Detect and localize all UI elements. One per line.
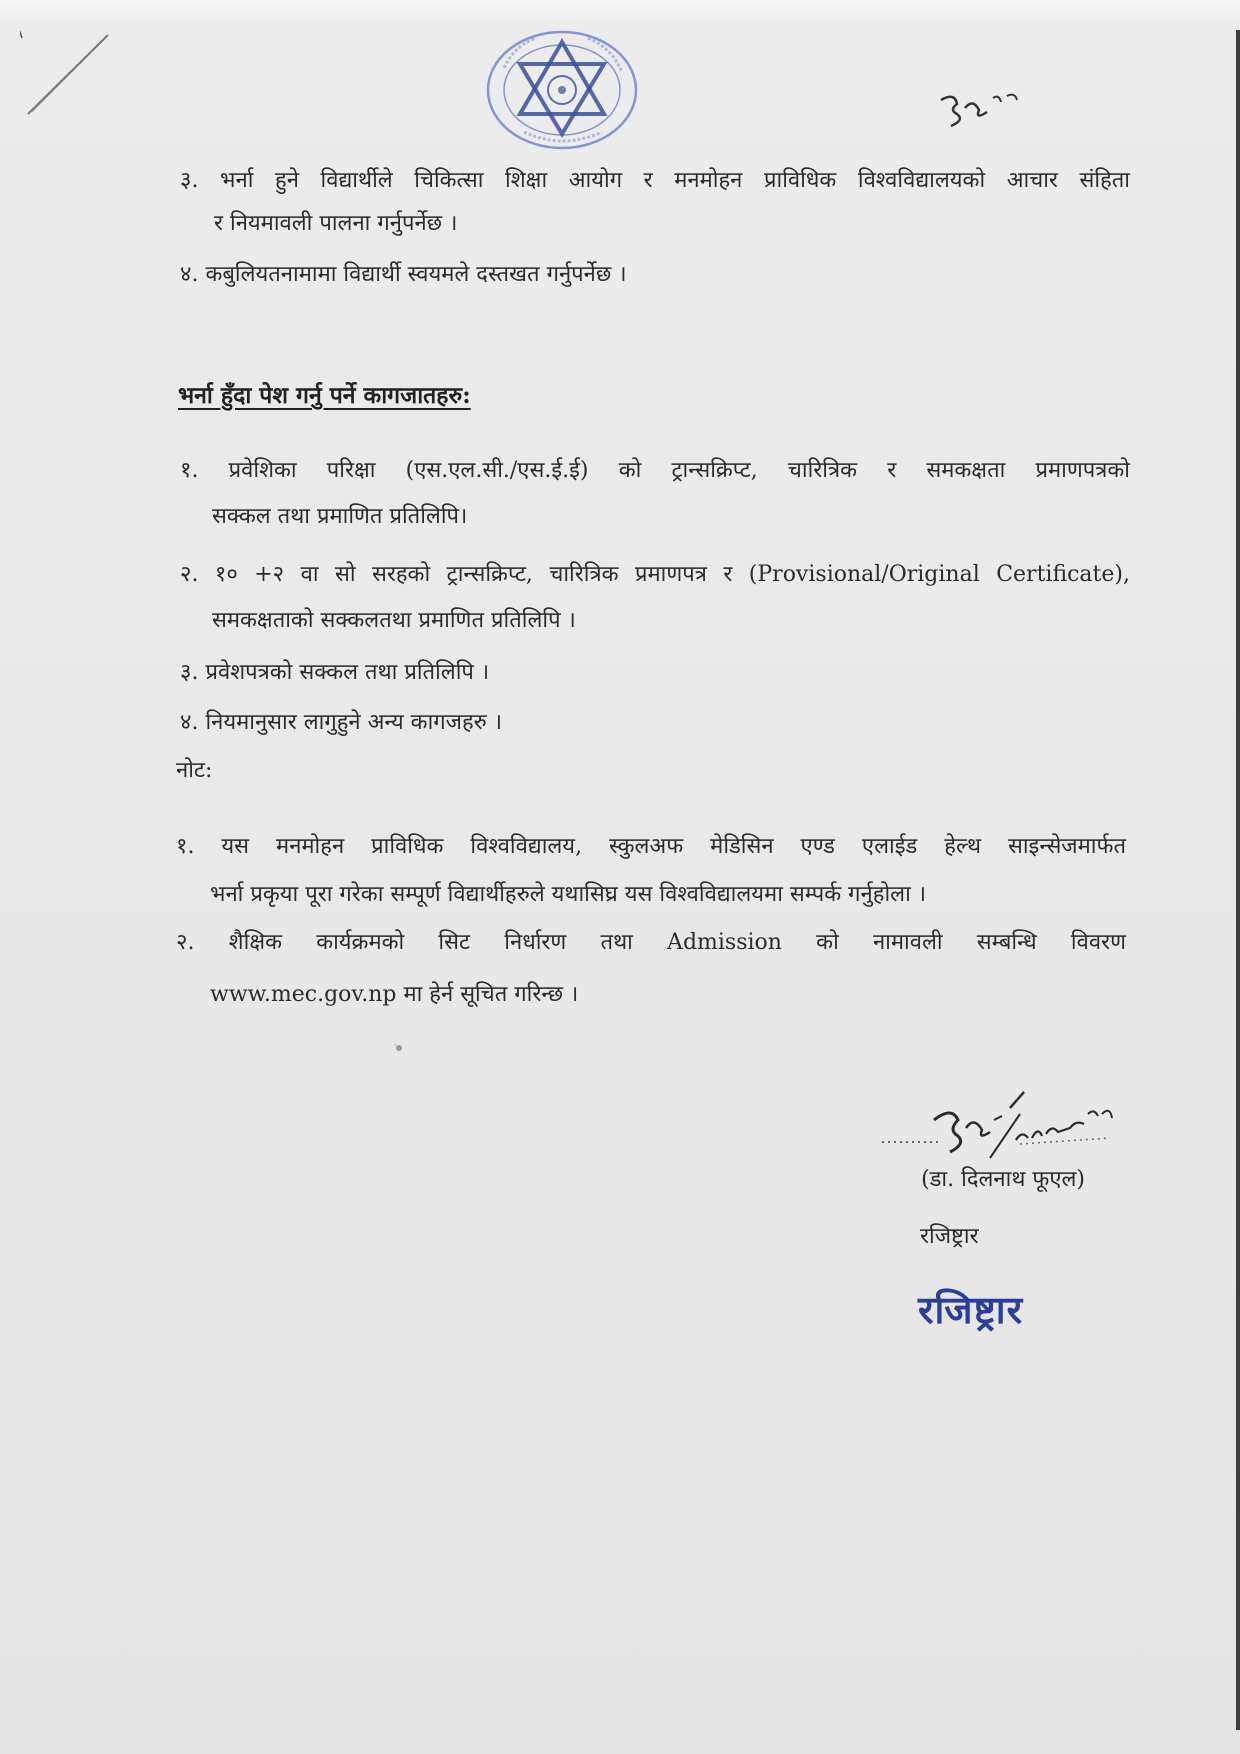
item-text: भर्ना हुने विद्यार्थीले चिकित्सा शिक्षा आयोग र मनमोहन प्राविधिक विश्वविद्यालयको आचार संहिता: [220, 168, 1130, 193]
registrar-stamp: रजिष्ट्रार: [918, 1287, 1024, 1332]
notes-label: नोट:: [176, 758, 213, 783]
doc-item-2-line-1: [180, 560, 1130, 590]
scan-speck-icon: [392, 1042, 406, 1052]
corner-pen-mark-icon: [20, 30, 120, 120]
item-number: ४.: [180, 710, 199, 735]
item-number: ३.: [180, 660, 199, 685]
doc-item-2-line-2: समकक्षताको सक्कलतथा प्रमाणित प्रतिलिपि ।: [212, 608, 576, 633]
doc-item-1-line-2: सक्कल तथा प्रमाणित प्रतिलिपि।: [212, 504, 468, 529]
item-text: १० +२ वा सो सरहको ट्रान्सक्रिप्ट, चारित्रिक प्रमाणपत्र र (Provisional/Original Certificate),: [214, 562, 1130, 587]
signatory-title: रजिष्ट्रार: [920, 1224, 979, 1249]
documents-heading: भर्ना हुँदा पेश गर्नु पर्ने कागजातहरु:: [178, 382, 471, 409]
item-text: शैक्षिक कार्यक्रमको सिट निर्धारण तथा Admission को नामावली सम्बन्धि विवरण: [228, 930, 1126, 955]
doc-item-1-line-1: [180, 456, 1130, 486]
note-item-2-line-1: [176, 928, 1126, 958]
signatory-name: (डा. दिलनाथ फूएल): [921, 1167, 1085, 1192]
doc-item-3: [180, 658, 489, 688]
scan-top-band: [0, 0, 1240, 26]
handwritten-initial-icon: [935, 86, 1035, 136]
handwritten-signature-icon: [870, 1080, 1120, 1160]
doc-item-4: [180, 708, 502, 738]
item-number: १.: [180, 458, 199, 483]
scan-edge: [1236, 30, 1240, 1730]
item-number: ४.: [180, 262, 199, 287]
item-number: २.: [176, 930, 195, 955]
item-text: कबुलियतनामामा विद्यार्थी स्वयमले दस्तखत गर्नुपर्नेछ ।: [205, 262, 627, 287]
item-text: यस मनमोहन प्राविधिक विश्वविद्यालय, स्कुलअफ मेडिसिन एण्ड एलाईड हेल्थ साइन्सेजमार्फत: [221, 834, 1126, 859]
top-item-4: [180, 260, 627, 290]
university-seal-icon: [484, 28, 640, 152]
note-item-1-line-2: भर्ना प्रकृया पूरा गरेका सम्पूर्ण विद्यार्थीहरुले यथासिघ्र यस विश्वविद्यालयमा सम्पर्क गर्नुहोला ।: [210, 882, 927, 907]
item-text: प्रवेशिका परिक्षा (एस.एल.सी./एस.ई.ई) को ट्रान्सक्रिप्ट, चारित्रिक र समकक्षता प्रमाणपत्रको: [228, 458, 1131, 483]
item-number: २.: [180, 562, 199, 587]
top-item-3-line-2: र नियमावली पालना गर्नुपर्नेछ ।: [214, 211, 458, 236]
item-text: प्रवेशपत्रको सक्कल तथा प्रतिलिपि ।: [205, 660, 490, 685]
item-number: ३.: [180, 168, 199, 193]
note-item-2-line-2: www.mec.gov.np मा हेर्न सूचित गरिन्छ ।: [210, 982, 579, 1007]
item-text: नियमानुसार लागुहुने अन्य कागजहरु ।: [205, 710, 503, 735]
note-item-1-line-1: [176, 832, 1126, 862]
item-number: १.: [176, 834, 195, 859]
top-item-3-line-1: [180, 166, 1130, 196]
